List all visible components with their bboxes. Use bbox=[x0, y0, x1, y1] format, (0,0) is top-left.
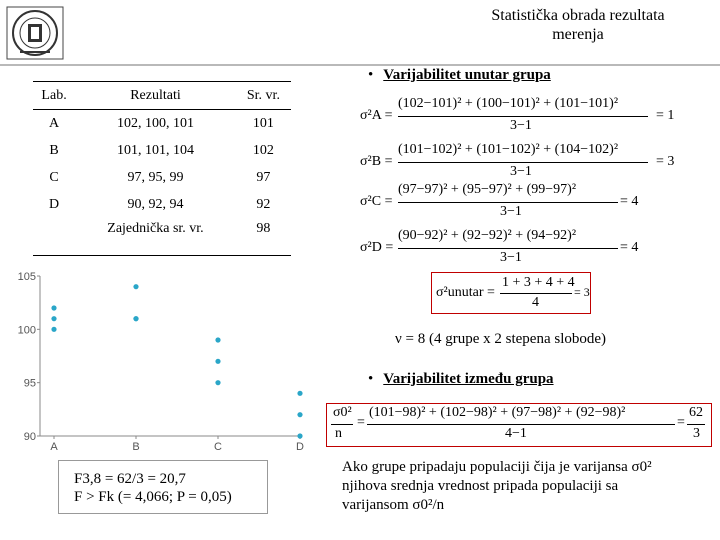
fraction-bar bbox=[331, 424, 353, 425]
cell-sr-vr: 92 bbox=[256, 196, 271, 212]
y-tick-label: 95 bbox=[23, 377, 36, 390]
cell-rezultati: 97, 95, 99 bbox=[127, 169, 184, 185]
data-point bbox=[133, 316, 138, 321]
data-point bbox=[215, 337, 220, 342]
x-tick-label: D bbox=[296, 441, 304, 453]
eq-numerator: (101−102)² + (101−102)² + (104−102)² bbox=[398, 142, 619, 157]
eq-denominator: 3−1 bbox=[510, 118, 532, 133]
header-divider bbox=[0, 64, 720, 66]
results-table bbox=[33, 82, 291, 256]
conclusion-line-1: Ako grupe pripadaju populaciji čija je varijansa σ0² bbox=[342, 459, 652, 475]
f-line-2: F > Fk (= 4,066; P = 0,05) bbox=[74, 489, 232, 505]
header-sr-vr: Sr. vr. bbox=[236, 82, 291, 110]
y-tick-label: 90 bbox=[23, 431, 36, 443]
eq-result: = 3 bbox=[656, 154, 675, 169]
equation-var-unutar bbox=[431, 272, 591, 314]
f-test-text bbox=[74, 470, 232, 506]
conclusion-line-3: varijansom σ0²/n bbox=[342, 497, 445, 513]
table-row bbox=[33, 137, 291, 164]
cell-rezultati: 102, 100, 101 bbox=[116, 115, 194, 131]
eq-result-numerator: 62 bbox=[689, 405, 703, 420]
bullet-within-text: Varijabilitet unutar grupa bbox=[383, 67, 551, 83]
eq-numerator: (90−92)² + (92−92)² + (94−92)² bbox=[398, 228, 577, 243]
data-point bbox=[215, 359, 220, 364]
eq-numerator: 1 + 3 + 4 + 4 bbox=[502, 275, 575, 290]
fraction-bar bbox=[687, 424, 705, 425]
eq-numerator: (101−98)² + (102−98)² + (97−98)² + (92−98)² bbox=[369, 405, 626, 420]
data-point bbox=[133, 284, 138, 289]
data-point bbox=[297, 433, 302, 438]
x-tick-label: B bbox=[132, 441, 140, 453]
cell-sr-vr: 101 bbox=[252, 115, 274, 131]
eq-lhs: σ0² bbox=[333, 405, 352, 420]
scatter-chart bbox=[16, 268, 312, 456]
bullet-within bbox=[368, 67, 551, 84]
eq-lhs: σ²D = bbox=[360, 240, 394, 255]
cell-lab: D bbox=[48, 196, 60, 212]
data-point bbox=[51, 316, 56, 321]
eq-result: = 3 bbox=[574, 285, 590, 299]
cell-rezultati: 101, 101, 104 bbox=[116, 142, 194, 158]
header-rezultati: Rezultati bbox=[75, 82, 236, 110]
data-point bbox=[215, 380, 220, 385]
eq-denominator: 4−1 bbox=[505, 426, 527, 441]
equation-var-d bbox=[360, 228, 690, 268]
y-tick-label: 100 bbox=[17, 324, 36, 337]
eq-lhs: σ²A = bbox=[360, 108, 393, 123]
x-tick-label: C bbox=[214, 441, 222, 453]
title-line-2: merenja bbox=[552, 26, 604, 43]
cell-lab: A bbox=[48, 115, 60, 131]
data-point bbox=[297, 412, 302, 417]
fraction-bar bbox=[367, 424, 675, 425]
fraction-bar bbox=[398, 202, 618, 203]
cell-lab: C bbox=[49, 169, 59, 185]
fraction-bar bbox=[500, 293, 572, 294]
eq-lhs: σ²unutar = bbox=[436, 285, 495, 300]
footer-label: Zajednička sr. vr. bbox=[75, 218, 236, 256]
title-line-1: Statistička obrada rezultata bbox=[491, 7, 665, 24]
bullet-between-text: Varijabilitet između grupa bbox=[383, 371, 554, 387]
bullet-between bbox=[368, 371, 554, 388]
data-point bbox=[297, 391, 302, 396]
fraction-bar bbox=[398, 248, 618, 249]
bullet-marker: • bbox=[368, 67, 374, 83]
eq-result: = 1 bbox=[656, 108, 675, 123]
y-tick-label: 105 bbox=[17, 271, 36, 283]
eq-result: = 4 bbox=[620, 194, 639, 209]
eq-lhs: σ²B = bbox=[360, 154, 393, 169]
fraction-bar bbox=[398, 162, 648, 163]
eq-denominator: 4 bbox=[532, 295, 539, 310]
conclusion-line-2: njihova srednja vrednost pripada populaciji sa bbox=[342, 478, 619, 494]
table-footer-row bbox=[33, 218, 291, 256]
eq-lhs: σ²C = bbox=[360, 194, 393, 209]
table-row bbox=[33, 110, 291, 138]
cell-rezultati: 90, 92, 94 bbox=[127, 196, 184, 212]
table-row bbox=[33, 164, 291, 191]
eq-denominator: 3−1 bbox=[510, 164, 532, 179]
slide-title bbox=[448, 6, 708, 44]
cell-sr-vr: 97 bbox=[256, 169, 271, 185]
equation-var-b bbox=[360, 142, 690, 182]
conclusion-text bbox=[342, 458, 717, 515]
equation-var-between: σ0² n = (101−98)² + (102−98)² + (97−98)² + (92−98)² 4−1 = 62 3 bbox=[326, 403, 712, 447]
header-lab: Lab. bbox=[33, 82, 75, 110]
eq-result-denominator: 3 bbox=[693, 426, 700, 441]
fraction-bar bbox=[398, 116, 648, 117]
cell-lab: B bbox=[49, 142, 59, 158]
cell-sr-vr: 102 bbox=[252, 142, 274, 158]
data-point bbox=[51, 327, 56, 332]
equation-var-c bbox=[360, 182, 690, 222]
bullet-marker: • bbox=[368, 371, 374, 387]
x-tick-label: A bbox=[50, 441, 58, 453]
eq-denominator: 3−1 bbox=[500, 250, 522, 265]
table-row bbox=[33, 191, 291, 218]
eq-result: = 4 bbox=[620, 240, 639, 255]
f-line-1: F3,8 = 62/3 = 20,7 bbox=[74, 471, 186, 487]
eq-numerator: (102−101)² + (100−101)² + (101−101)² bbox=[398, 96, 619, 111]
equation-var-a bbox=[360, 96, 690, 136]
eq-denominator: 3−1 bbox=[500, 204, 522, 219]
data-point bbox=[51, 305, 56, 310]
footer-value: 98 bbox=[236, 218, 291, 256]
table-header-row bbox=[33, 82, 291, 110]
university-logo bbox=[6, 6, 64, 60]
degrees-of-freedom-text: ν = 8 (4 grupe x 2 stepena slobode) bbox=[395, 331, 607, 347]
eq-numerator: (97−97)² + (95−97)² + (99−97)² bbox=[398, 182, 577, 197]
eq-lhs-denominator: n bbox=[335, 426, 342, 441]
